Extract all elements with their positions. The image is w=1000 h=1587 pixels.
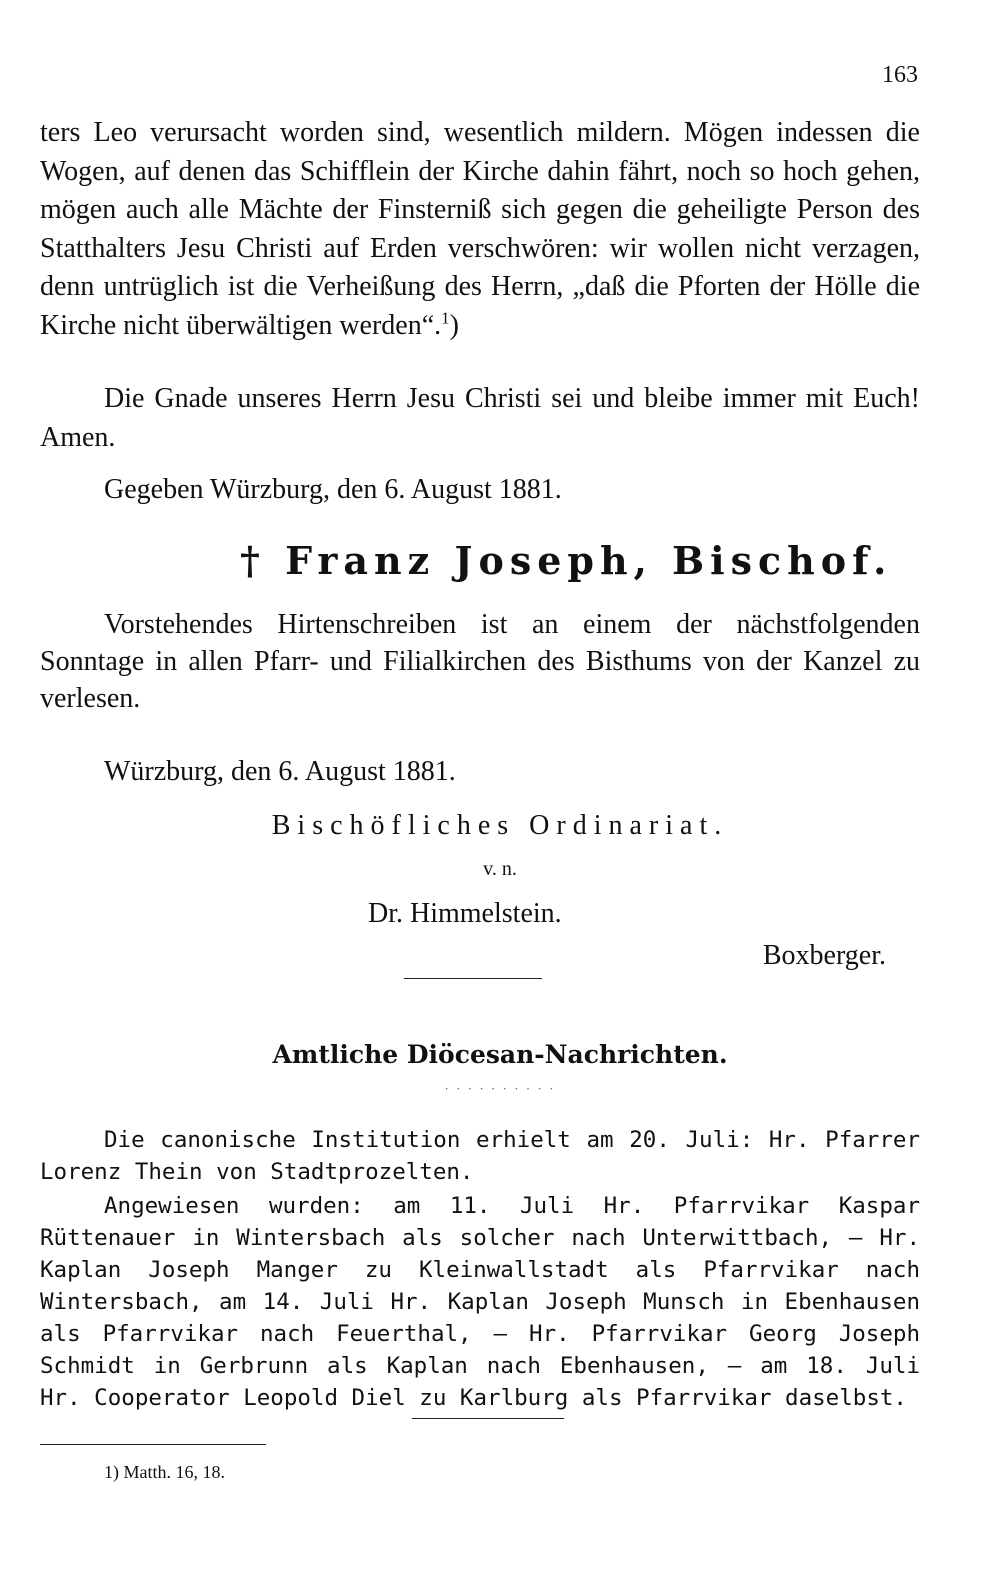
office-name: Bischöfliches Ordinariat. bbox=[271, 810, 729, 841]
office-vn: v. n. bbox=[483, 858, 517, 880]
footnote-rule bbox=[40, 1444, 266, 1445]
footnote-marker: 1) bbox=[104, 1462, 119, 1482]
end-divider bbox=[412, 1418, 564, 1419]
heading-ornament: · · · · · · · · · · bbox=[444, 1082, 556, 1096]
signer-boxberger: Boxberger. bbox=[762, 940, 886, 971]
notice-paragraph: Vorstehendes Hirtenschreiben ist an einem der nächstfolgenden Sonntage in allen Pfarr- und Filialkirchen des Bisthums von der Kanzel zu verlesen. bbox=[40, 609, 920, 714]
page-number: 163 bbox=[882, 62, 918, 88]
news-paragraph-1: Die canonische Institution erhielt am 20. Juli: Hr. Pfarrer Lorenz Thein von Stadtprozelten. bbox=[40, 1127, 920, 1185]
notice-place-date: Würzburg, den 6. August 1881. bbox=[104, 756, 456, 787]
footnote bbox=[104, 1462, 225, 1483]
letter-given-line: Gegeben Würzburg, den 6. August 1881. bbox=[104, 474, 562, 505]
footnote-reference: 1 bbox=[441, 308, 450, 328]
letter-paragraph-1-text: ters Leo verursacht worden sind, wesentlich mildern. Mögen indessen die Wogen, auf denen das Schifflein der Kirche dahin fährt, noch so hoch gehen, mögen auch alle Mächte der Finsterniß sich gegen die geheiligte Person des Statthalters Jesu Christi auf Erden verschwören: wir wollen nicht verzagen, denn untrüglich ist die Verheißung des Herrn, „daß die Pforten der Hölle die Kirche nicht überwältigen werden“. bbox=[40, 117, 920, 341]
section-divider bbox=[404, 978, 542, 979]
section-heading: Amtliche Diöcesan-Nachrichten. bbox=[272, 1040, 728, 1069]
letter-paragraph-1 bbox=[40, 114, 920, 345]
bishop-signature: † Franz Joseph, Bischof. bbox=[240, 538, 893, 583]
signer-himmelstein: Dr. Himmelstein. bbox=[368, 898, 562, 929]
footnote-reference-close: ) bbox=[449, 309, 459, 341]
news-paragraph-2: Angewiesen wurden: am 11. Juli Hr. Pfarrvikar Kaspar Rüttenauer in Wintersbach als solcher nach Unterwittbach, — Hr. Kaplan Joseph Manger zu Kleinwallstadt als Pfarrvikar nach Wintersbach, am 14. Juli Hr. Kaplan Joseph Munsch in Ebenhausen als Pfarrvikar nach Feuerthal, — Hr. Pfarrvikar Georg Joseph Schmidt in Gerbrunn als Kaplan nach Ebenhausen, — am 18. Juli Hr. Cooperator Leopold Diel zu Karlburg als Pfarrvikar daselbst. bbox=[40, 1193, 920, 1411]
footnote-text: Matth. 16, 18. bbox=[123, 1462, 225, 1482]
letter-paragraph-2: Die Gnade unseres Herrn Jesu Christi sei und bleibe immer mit Euch! Amen. bbox=[40, 383, 920, 453]
